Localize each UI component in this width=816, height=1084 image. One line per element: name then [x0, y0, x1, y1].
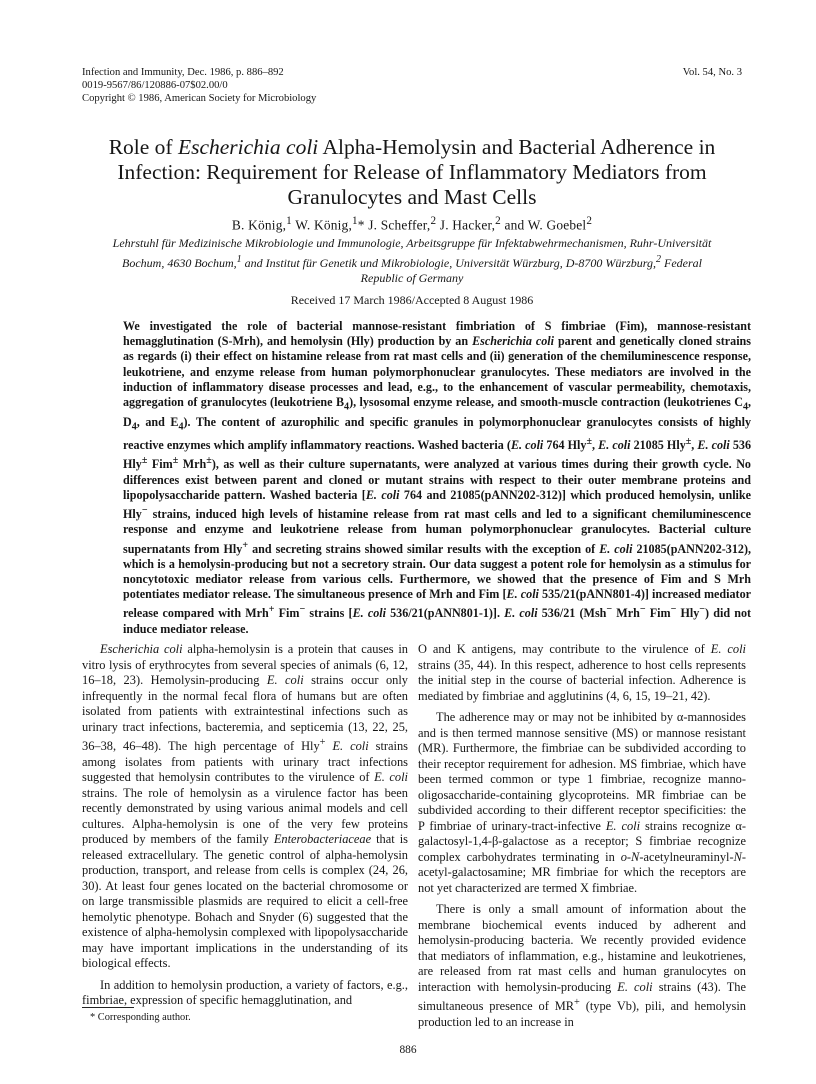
author-sup: 2: [586, 215, 593, 227]
abstract-sub: 4: [131, 421, 137, 433]
abstract-sup: ±: [141, 455, 148, 467]
abstract-sup: ±: [586, 436, 592, 448]
abstract-species: E. coli: [598, 438, 631, 453]
abstract-text: Mrh: [612, 606, 640, 621]
body-text: strains among isolates from patients with urinary tract infections suggested that hemolysin contributes to the virulence of: [82, 739, 408, 785]
author-sup: 1: [352, 215, 358, 227]
body-paragraph: [418, 710, 746, 896]
journal-citation: Infection and Immunity, Dec. 1986, p. 886–892: [82, 67, 284, 78]
abstract-sup: ±: [685, 436, 692, 448]
body-text: O and K antigens, may contribute to the virulence of: [418, 642, 711, 656]
body-text: There is only a small amount of information about the membrane biochemical events induced by adherent and hemolysin-producing bacteria. We recently provided evidence that mediators of inflammation, e.g., histamine and leukotrienes, are released from rat mast cells and human granulocytes on interaction with hemolysin-producing: [418, 902, 746, 994]
abstract-text: strains [: [305, 606, 353, 621]
body-text: strains occur only infrequently in the normal fecal flora of humans but are often isolated from patients with extraintestinal infections such as urinary tract infections, bacteremia, and septicemia (13, 22, 25, 36–38, 46–48). The high percentage of Hly: [82, 673, 408, 754]
affiliation-text: and Institut für Genetik und Mikrobiologie, Universität Würzburg, D-8700 Würzburg,: [241, 255, 656, 270]
species-name: E. coli: [710, 642, 746, 656]
author-sup: 2: [495, 215, 501, 227]
body-paragraph: [418, 642, 746, 704]
abstract-species: Escherichia coli: [472, 334, 554, 349]
author: and W. Goebel: [500, 217, 587, 233]
body-paragraph: In addition to hemolysin production, a variety of factors, e.g., fimbriae, expression of specific hemagglutination, and: [82, 977, 408, 1008]
abstract-text: 536/21(pANN801-1)].: [385, 606, 505, 621]
abstract-species: E. coli: [599, 541, 633, 556]
abstract-sup: −: [606, 604, 613, 616]
author-sup: 2: [430, 215, 437, 227]
abstract-text: strains, induced high levels of histamine release from rat mast cells and led to a significant chemiluminescence response and enzyme and leukotriene release from human polymorphonuclear granulocytes. Bacterial culture supernatants from Hly: [123, 507, 751, 556]
abstract-text: ) did not induce mediator release.: [123, 606, 752, 636]
abstract-text: Fim: [645, 606, 671, 621]
chem-italic: N: [733, 849, 742, 864]
abstract-text: Fim: [147, 457, 173, 472]
abstract-text: parent and genetically cloned strains as regards (i) their effect on histamine release from rat mast cells and (ii) generation of the chemiluminescence response, leukotriene, and enzyme release from human polymorphonuclear granulocytes. These mediators are involved in the induction of inflammatory disease processes and lead, e.g., to the enhancement of vascular permeability, chemotaxis, aggregation of granulocytes (leukotriene B: [123, 334, 751, 410]
abstract-text: Hly: [676, 606, 700, 621]
body-text: that is released extracellulary. The genetic control of alpha-hemolysin production, transport, and release from cells is complex (24, 26, 30). At least four genes located on the bacterial chromosome or on large transmissible plasmids are required to elicit a cell-free hemolytic phenotype. Bohach and Snyder (6) suggested that the existence of alpha-hemolysin complexed with lipopolysaccharide may have important implications in the understanding of its biological effects.: [82, 832, 408, 971]
author: B. König,: [231, 217, 287, 233]
abstract-sub: 4: [742, 401, 748, 413]
abstract-sup: −: [141, 505, 148, 517]
abstract-sup: ±: [172, 455, 179, 467]
title-species: Escherichia coli: [177, 135, 319, 159]
abstract-text: 536/21 (Msh: [537, 606, 607, 621]
body-text: alpha-hemolysin is a protein that causes in vitro lysis of erythrocytes from several species of animals (6, 12, 16–18, 23). Hemolysin-producing: [82, 642, 408, 687]
abstract-text: 764 and 21085(pANN202-312)] which produced hemolysin, unlike Hly: [123, 487, 752, 522]
superscript: +: [319, 737, 326, 748]
abstract-sub: 4: [344, 401, 350, 413]
body-text: strains (35, 44). In this respect, adherence to host cells represents the initial step in the course of bacterial infection. Adherence is mediated by fimbriae and agglutinins (4, 6, 15, 19–21, 42).: [418, 657, 746, 703]
journal-header: [82, 66, 316, 105]
author-list: [72, 213, 752, 233]
article-title: [72, 135, 752, 210]
author: J. Scheffer,: [364, 217, 431, 233]
author: J. Hacker,: [436, 217, 496, 233]
abstract-text: and secreting strains showed similar results with the exception of: [248, 541, 600, 556]
chem-italic: o-N: [620, 849, 640, 864]
affiliation-text: Lehrstuhl für Medizinische Mikrobiologie und Immunologie, Arbeitsgruppe für Infektabwehrmechanismen, Ruhr-Universität Bochum, 4630 Bochum,: [112, 236, 712, 270]
copyright: Copyright © 1986, American Society for Microbiology: [82, 93, 317, 104]
species-name: E. coli: [617, 979, 653, 994]
body-paragraph: [82, 642, 408, 972]
abstract-species: E. coli: [352, 606, 386, 621]
author: W. König,: [291, 217, 352, 233]
received-dates: Received 17 March 1986/Accepted 8 August 1986: [290, 293, 534, 307]
abstract-species: E. coli: [697, 438, 730, 453]
species-name: Escherichia coli: [100, 642, 183, 656]
body-text: strains (43). The simultaneous presence of MR: [418, 979, 746, 1014]
abstract-sup: ±: [206, 455, 212, 467]
abstract-text: ,: [592, 438, 599, 453]
affiliation-sup: 1: [236, 253, 242, 265]
species-name: E. coli: [266, 673, 304, 687]
abstract-sup: −: [639, 604, 646, 616]
abstract-text: , and E: [136, 414, 179, 429]
body-column-left: [82, 642, 408, 1009]
abstract-species: E. coli: [510, 438, 544, 453]
superscript: +: [574, 997, 580, 1008]
body-paragraph: [418, 902, 746, 1030]
body-text: (type Vb), pili, and hemolysin production led to an increase in: [418, 999, 747, 1029]
body-text: strains recognize α-galactosyl-1,4-β-galactose as a receptor; S fimbriae recognize complex carbohydrates terminating in: [418, 818, 746, 864]
affiliation-text: Federal Republic of Germany: [360, 255, 702, 285]
abstract-sup: −: [670, 604, 677, 616]
abstract-sup: −: [299, 604, 306, 616]
abstract-text: 535/21(pANN801-4)] increased mediator release compared with Mrh: [123, 587, 751, 621]
body-column-right: [418, 642, 746, 1030]
page-number: 886: [399, 1044, 417, 1056]
species-name: E. coli: [374, 770, 408, 785]
body-text: -acetyl-galactosamine; MR fimbriae for which the receptors are not yet characterized are termed X fimbriae.: [418, 849, 746, 895]
abstract-species: E. coli: [506, 587, 539, 602]
body-text: strains. The role of hemolysin as a virulence factor has been recently demonstrated by using various animal models and cell cultures. Alpha-hemolysin is one of the very few proteins produced by members of the family: [82, 785, 408, 847]
family-name: Enterobacteriaceae: [273, 832, 372, 847]
abstract-text: 536 Hly: [123, 438, 752, 472]
abstract-text: ). The content of azurophilic and specific granules in polymorphonuclear granulocytes consists of highly reactive enzymes which amplify inflammatory reactions. Washed bacteria (: [123, 414, 751, 453]
affiliations: [100, 236, 724, 287]
abstract-text: ), lysosomal enzyme release, and smooth-muscle contraction (leukotrienes C: [349, 395, 743, 410]
abstract-sup: −: [699, 604, 706, 616]
abstract-sub: 4: [178, 421, 184, 433]
abstract-text: , D: [123, 395, 752, 429]
abstract: [123, 319, 751, 637]
corresponding-mark: *: [357, 217, 365, 233]
abstract-text: 21085(pANN202-312), which is a hemolysin-producing but not a secretory strain. Our data suggest a potent role for hemolysin as a stimulus for noncytotoxic mediator release from various cells. Furthermore, we showed that the presence of Fim and S Mrh potentiates mediator release. The simultaneous presence of Mrh and Fim [: [123, 541, 751, 602]
abstract-sup: +: [268, 604, 275, 616]
volume-info: Vol. 54, No. 3: [682, 67, 742, 78]
author-sup: 1: [286, 215, 292, 227]
abstract-text: Mrh: [178, 457, 207, 472]
journal-code: 0019-9567/86/120886-07$02.00/0: [82, 80, 228, 91]
abstract-sup: +: [242, 539, 249, 551]
title-part: Role of: [108, 135, 178, 159]
species-name: E. coli: [605, 818, 641, 833]
abstract-text: Fim: [274, 606, 300, 621]
affiliation-sup: 2: [655, 253, 661, 265]
abstract-text: 764 Hly: [543, 438, 587, 453]
footnote: * Corresponding author.: [90, 1012, 191, 1023]
species-name: E. coli: [332, 739, 369, 754]
footnote-divider: [82, 1007, 134, 1008]
abstract-text: 21085 Hly: [630, 438, 686, 453]
abstract-text: We investigated the role of bacterial mannose-resistant fimbriation of S fimbriae (Fim), mannose-resistant hemagglutination (S-Mrh), and hemolysin (Hly) production by an: [123, 319, 751, 349]
abstract-species: E. coli: [504, 606, 538, 621]
abstract-text: ,: [691, 438, 698, 453]
abstract-text: ), as well as their culture supernatants, were analyzed at various times during their growth cycle. No differences exist between parent and cloned or mutant strains with respect to their outer membrane proteins and lipopolysaccharide pattern. Washed bacteria [: [123, 457, 751, 502]
body-text: -acetylneuraminyl-: [639, 849, 734, 864]
body-text: The adherence may or may not be inhibited by α-mannosides and is then termed mannose sensitive (MS) or mannose resistant (MR). Furthermore, the fimbriae can be subdivided according to their receptor requirement for adhesion. MS fimbriae, which have been termed common or type 1 fimbriae, recognize manno-oligosaccharide-containing glycoproteins. MR fimbriae can be subdivided according to their different receptor specificities: the P fimbriae of urinary-tract-infective: [418, 710, 746, 833]
abstract-species: E. coli: [365, 487, 400, 502]
title-part: Alpha-Hemolysin and Bacterial Adherence in Infection: Requirement for Release of Inflammatory Mediators from Granulocytes and Mast Cells: [117, 135, 716, 209]
